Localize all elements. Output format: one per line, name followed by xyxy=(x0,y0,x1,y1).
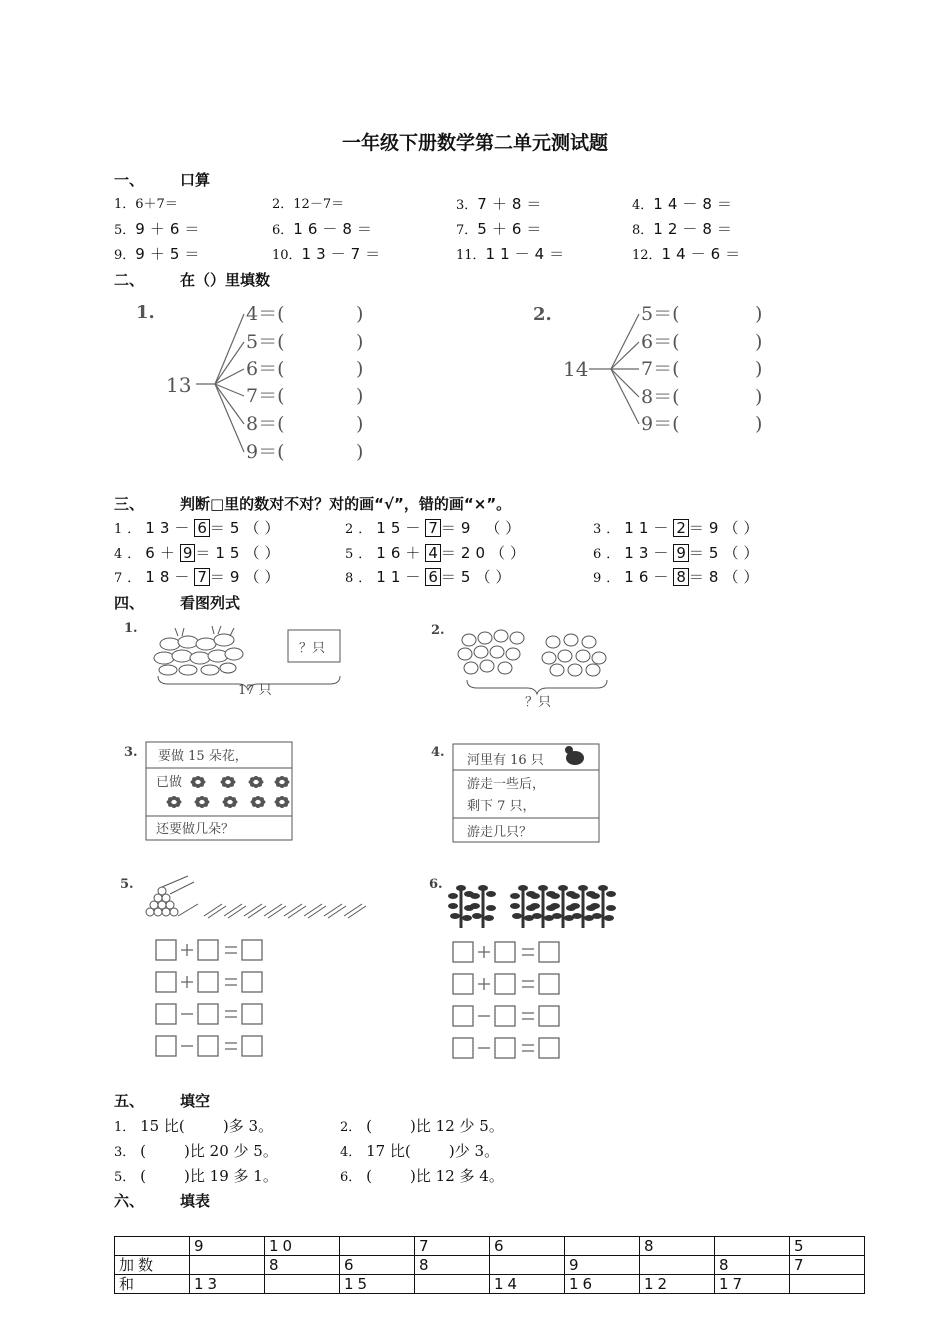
stick-icon xyxy=(284,904,306,918)
table-cell[interactable] xyxy=(640,1256,715,1275)
item-left: 16＋ xyxy=(376,544,426,562)
item-number: 1． xyxy=(114,197,136,212)
item-right[interactable]: ＝5（） xyxy=(440,568,516,586)
problem-4-line1: 河里有 16 只 xyxy=(467,753,544,768)
problem-6-label: 6. xyxy=(429,877,443,892)
answer-box[interactable] xyxy=(495,942,515,962)
chick-icon xyxy=(576,650,590,662)
problem-4-line2: 游走一些后， xyxy=(467,777,546,792)
tree-part-close: ) xyxy=(755,358,763,380)
tree-part-close: ) xyxy=(755,331,763,353)
oral-calc-item xyxy=(456,243,569,264)
table-cell: 加数 xyxy=(115,1256,190,1275)
section-3-label: 判断□里的数对不对？对的画“√”，错的画“×”。 xyxy=(180,495,512,513)
table-cell: 7 xyxy=(415,1237,490,1256)
item-number: 12． xyxy=(632,248,662,263)
item-text[interactable]: ( )比 19 多 1。 xyxy=(140,1167,278,1185)
table-cell: 8 xyxy=(715,1256,790,1275)
tree1-branches xyxy=(196,314,244,452)
fill-blank-item xyxy=(114,1165,278,1186)
section-5-label: 填空 xyxy=(180,1092,211,1110)
item-number: 4． xyxy=(114,547,146,562)
oral-calc-item xyxy=(272,243,385,264)
problem-3-label: 3. xyxy=(124,745,138,760)
answer-box[interactable] xyxy=(156,1036,176,1056)
item-expression: 16－8＝ xyxy=(293,220,377,238)
item-number: 6． xyxy=(272,223,294,238)
problem-3-flowers xyxy=(118,738,298,844)
problem-5-label: 5. xyxy=(120,877,134,892)
item-expression: 14－8＝ xyxy=(653,195,737,213)
equals-sign xyxy=(225,1011,237,1017)
item-box-number: 9 xyxy=(673,544,689,562)
answer-box[interactable] xyxy=(453,974,473,994)
equals-sign xyxy=(522,949,534,955)
item-number: 6． xyxy=(593,547,625,562)
tree1-label: 1. xyxy=(136,302,155,323)
equals-sign xyxy=(522,1045,534,1051)
chick-icon xyxy=(546,636,560,648)
item-number: 9． xyxy=(114,248,136,263)
answer-box[interactable] xyxy=(495,1006,515,1026)
single-sticks xyxy=(204,904,366,918)
item-number: 2． xyxy=(272,197,294,212)
page-title: 一年级下册数学第二单元测试题 xyxy=(341,132,608,154)
item-left: 18－ xyxy=(145,568,195,586)
item-left: 6＋ xyxy=(145,544,180,562)
answer-box[interactable] xyxy=(242,1004,262,1024)
judge-item xyxy=(345,566,515,587)
problem-5-sticks xyxy=(118,872,368,1072)
oral-calc-item xyxy=(632,193,737,214)
plus-sign xyxy=(478,946,490,958)
item-number: 4． xyxy=(632,198,654,213)
tree-part-label: 7＝( xyxy=(641,358,680,380)
section-4-heading xyxy=(114,592,240,613)
item-text[interactable]: ( )比 12 多 4。 xyxy=(366,1167,504,1185)
section-6-label: 填表 xyxy=(180,1192,211,1210)
item-number: 8． xyxy=(632,223,654,238)
tree2-label: 2. xyxy=(533,304,552,325)
section-2-number: 二、 xyxy=(114,271,145,289)
section-2-heading xyxy=(114,269,270,290)
section-1-heading xyxy=(114,169,210,190)
item-number: 8． xyxy=(345,571,377,586)
item-box-number: 6 xyxy=(194,519,210,537)
item-left: 11－ xyxy=(376,568,426,586)
oral-calc-item xyxy=(456,193,546,214)
problem-4-label: 4. xyxy=(431,745,445,760)
stick-icon xyxy=(344,904,366,918)
judge-item xyxy=(114,566,284,587)
chick-icon xyxy=(494,630,508,642)
table-cell: 6 xyxy=(490,1237,565,1256)
judge-item xyxy=(593,542,763,563)
answer-box[interactable] xyxy=(539,1038,559,1058)
stick-icon xyxy=(224,904,246,918)
chick-icon xyxy=(506,648,520,660)
item-number: 7． xyxy=(456,223,478,238)
equation-boxes-6[interactable] xyxy=(453,942,559,1058)
item-left: 13－ xyxy=(145,519,195,537)
chick-icon xyxy=(582,636,596,648)
table-cell[interactable] xyxy=(715,1237,790,1256)
item-text[interactable]: ( )比 12 少 5。 xyxy=(366,1117,504,1135)
section-2-label: 在（）里填数 xyxy=(180,271,271,289)
table-cell: 14 xyxy=(490,1275,565,1294)
tree-part-close: ) xyxy=(755,386,763,408)
oral-calc-item xyxy=(632,243,745,264)
table-row xyxy=(115,1256,865,1275)
table-row xyxy=(115,1275,865,1294)
chick-icon xyxy=(592,652,606,664)
item-box-number: 8 xyxy=(673,568,689,586)
problem-3-line3: 还要做几朵？ xyxy=(156,822,235,837)
item-box-number: 9 xyxy=(180,544,196,562)
oral-calc-item xyxy=(114,218,204,239)
problem-4-line4: 游走几只？ xyxy=(467,825,533,840)
tree-part-label: 4＝( xyxy=(246,303,285,325)
chick-icon xyxy=(542,652,556,664)
chick-icon xyxy=(564,634,578,646)
table-cell: 8 xyxy=(640,1237,715,1256)
item-left: 16－ xyxy=(624,568,674,586)
item-text[interactable]: 15 比( )多 3。 xyxy=(140,1117,274,1135)
chick-icon xyxy=(568,664,582,676)
table-row xyxy=(115,1237,865,1256)
chick-icon xyxy=(550,664,564,676)
stick-icon xyxy=(244,904,266,918)
item-box-number: 4 xyxy=(425,544,441,562)
table-cell: 17 xyxy=(715,1275,790,1294)
judge-item xyxy=(114,542,284,563)
item-right[interactable]: ＝9（） xyxy=(209,568,285,586)
item-number: 3． xyxy=(114,1145,136,1160)
answer-box[interactable] xyxy=(495,1038,515,1058)
equation-boxes-5[interactable] xyxy=(156,940,262,1056)
problem-1-rabbits xyxy=(118,614,358,704)
answer-box[interactable] xyxy=(495,974,515,994)
chick-icon xyxy=(478,632,492,644)
chick-icon xyxy=(458,648,472,660)
answer-box[interactable] xyxy=(198,1004,218,1024)
table-cell[interactable] xyxy=(115,1237,190,1256)
chick-icon xyxy=(462,634,476,646)
tree-part-close: ) xyxy=(356,303,364,325)
item-number: 11． xyxy=(456,248,486,263)
table-cell: 9 xyxy=(190,1237,265,1256)
section-4-number: 四、 xyxy=(114,594,145,612)
table-cell[interactable] xyxy=(415,1275,490,1294)
item-right[interactable]: ＝20（） xyxy=(440,544,531,562)
item-box-number: 7 xyxy=(194,568,210,586)
chick-icon xyxy=(498,662,512,674)
decompose-tree-13 xyxy=(120,296,420,466)
plant-icon xyxy=(470,885,496,928)
stick-bundle-icon xyxy=(146,876,198,916)
stick-icon xyxy=(204,904,226,918)
tree-part-label: 5＝( xyxy=(246,331,285,353)
section-3-heading xyxy=(114,493,511,514)
plus-sign xyxy=(181,944,193,956)
item-expression: 12－8＝ xyxy=(653,220,737,238)
chick-icon xyxy=(480,660,494,672)
oral-calc-item xyxy=(272,193,344,212)
table-cell[interactable] xyxy=(190,1256,265,1275)
plus-sign xyxy=(478,978,490,990)
problem-4-line3: 剩下 7 只， xyxy=(467,799,536,814)
problem-6-plants xyxy=(425,872,625,1072)
tree-part-label: 5＝( xyxy=(641,303,680,325)
answer-box[interactable] xyxy=(198,940,218,960)
table-cell: 8 xyxy=(265,1256,340,1275)
judge-item xyxy=(593,517,763,538)
fill-blank-item xyxy=(340,1140,499,1161)
answer-box[interactable] xyxy=(539,942,559,962)
equals-sign xyxy=(522,1013,534,1019)
problem-3-line2: 已做 xyxy=(156,775,183,790)
oral-calc-item xyxy=(114,243,204,264)
item-text[interactable]: 17 比( )少 3。 xyxy=(366,1142,500,1160)
item-left: 11－ xyxy=(624,519,674,537)
item-expression: 7＋8＝ xyxy=(477,195,547,213)
chick-icon xyxy=(586,664,600,676)
plant-icons xyxy=(448,885,616,928)
item-text[interactable]: ( )比 20 少 5。 xyxy=(140,1142,278,1160)
table-cell: 5 xyxy=(790,1237,865,1256)
answer-box[interactable] xyxy=(453,1038,473,1058)
section-5-number: 五、 xyxy=(114,1092,145,1110)
chick-icon xyxy=(490,646,504,658)
item-right[interactable]: ＝9 （） xyxy=(440,519,526,537)
item-expression: 14－6＝ xyxy=(661,245,746,263)
judge-item xyxy=(114,517,284,538)
tree2-root: 14 xyxy=(563,357,589,381)
answer-box[interactable] xyxy=(156,972,176,992)
judge-item xyxy=(345,517,525,538)
chick-icon xyxy=(474,646,488,658)
table-cell: 8 xyxy=(415,1256,490,1275)
answer-box[interactable] xyxy=(156,1004,176,1024)
table-cell[interactable] xyxy=(565,1237,640,1256)
item-box-number: 2 xyxy=(673,519,689,537)
item-expression: 12－7＝ xyxy=(293,197,345,212)
fill-blank-item xyxy=(114,1140,278,1161)
chick-icons xyxy=(458,630,606,676)
item-number: 1． xyxy=(114,1120,136,1135)
answer-box[interactable] xyxy=(242,1036,262,1056)
rabbit-icons xyxy=(154,626,243,675)
section-4-label: 看图列式 xyxy=(180,594,241,612)
item-right[interactable]: ＝5（） xyxy=(209,519,285,537)
table-cell[interactable] xyxy=(490,1256,565,1275)
tree-part-close: ) xyxy=(755,413,763,435)
tree-part-close: ) xyxy=(356,358,364,380)
item-expression: 5＋6＝ xyxy=(477,220,547,238)
item-number: 5． xyxy=(114,223,136,238)
tree1-root: 13 xyxy=(166,373,192,397)
section-1-number: 一、 xyxy=(114,171,145,189)
problem-1-label: 1. xyxy=(124,621,138,636)
answer-box[interactable] xyxy=(198,1036,218,1056)
section-1-label: 口算 xyxy=(180,171,211,189)
tree-part-label: 8＝( xyxy=(246,413,285,435)
section-5-heading xyxy=(114,1090,210,1111)
equals-sign xyxy=(522,981,534,987)
table-cell: 6 xyxy=(340,1256,415,1275)
stick-icon xyxy=(324,904,346,918)
item-expression: 9＋5＝ xyxy=(135,245,205,263)
answer-box[interactable] xyxy=(453,1006,473,1026)
problem-2-label: 2. xyxy=(431,623,445,638)
table-cell: 和 xyxy=(115,1275,190,1294)
answer-box[interactable] xyxy=(242,940,262,960)
section-6-number: 六、 xyxy=(114,1192,145,1210)
decompose-tree-14 xyxy=(525,296,825,446)
item-expression: 13－7＝ xyxy=(301,245,386,263)
fill-blank-item xyxy=(114,1115,273,1136)
problem-4-ducks xyxy=(425,738,605,844)
table-cell[interactable] xyxy=(265,1275,340,1294)
equals-sign xyxy=(225,947,237,953)
table-cell: 9 xyxy=(565,1256,640,1275)
item-number: 2． xyxy=(345,522,377,537)
answer-box[interactable] xyxy=(156,940,176,960)
answer-box[interactable] xyxy=(539,974,559,994)
item-number: 4． xyxy=(340,1145,362,1160)
table-cell: 15 xyxy=(340,1275,415,1294)
judge-item xyxy=(345,542,530,563)
item-number: 1． xyxy=(114,522,146,537)
item-number: 5． xyxy=(345,547,377,562)
tree-part-close: ) xyxy=(356,413,364,435)
item-number: 7． xyxy=(114,571,146,586)
item-expression: 11－4＝ xyxy=(485,245,570,263)
answer-box[interactable] xyxy=(198,972,218,992)
problem-2-total: ？只 xyxy=(525,695,552,710)
tree-part-label: 6＝( xyxy=(641,331,680,353)
table-cell: 7 xyxy=(790,1256,865,1275)
section-6-heading xyxy=(114,1190,210,1211)
tree-part-close: ) xyxy=(755,303,763,325)
chick-icon xyxy=(558,650,572,662)
tree-part-label: 7＝( xyxy=(246,385,285,407)
table-cell[interactable] xyxy=(340,1237,415,1256)
item-expression: 9＋6＝ xyxy=(135,220,205,238)
item-left: 15－ xyxy=(376,519,426,537)
chick-icon xyxy=(464,662,478,674)
table-cell: 10 xyxy=(265,1237,340,1256)
problem-3-line1: 要做 15 朵花， xyxy=(158,749,248,764)
answer-box[interactable] xyxy=(453,942,473,962)
stick-icon xyxy=(264,904,286,918)
equals-sign xyxy=(225,1043,237,1049)
tree-part-label: 8＝( xyxy=(641,386,680,408)
answer-box[interactable] xyxy=(242,972,262,992)
chick-icon xyxy=(510,632,524,644)
tree-part-close: ) xyxy=(356,331,364,353)
item-box-number: 6 xyxy=(425,568,441,586)
tree2-branches xyxy=(589,314,639,424)
item-number: 6． xyxy=(340,1170,362,1185)
tree-part-label: 9＝( xyxy=(246,441,285,463)
oral-calc-item xyxy=(272,218,377,239)
addend-sum-table xyxy=(114,1236,865,1294)
oral-calc-item xyxy=(456,218,546,239)
problem-1-box: ？只 xyxy=(299,641,326,656)
plant-icon xyxy=(590,885,616,928)
oral-calc-item xyxy=(114,193,178,212)
fill-blank-item xyxy=(340,1165,504,1186)
tree-part-close: ) xyxy=(356,385,364,407)
item-number: 2． xyxy=(340,1120,362,1135)
item-right[interactable]: ＝9（） xyxy=(688,519,764,537)
item-number: 5． xyxy=(114,1170,136,1185)
tree-part-label: 9＝( xyxy=(641,413,680,435)
fill-blank-item xyxy=(340,1115,504,1136)
problem-2-chicks xyxy=(425,614,625,714)
table-cell: 16 xyxy=(565,1275,640,1294)
table-cell: 12 xyxy=(640,1275,715,1294)
equals-sign xyxy=(225,979,237,985)
item-right[interactable]: ＝5（） xyxy=(688,544,764,562)
item-box-number: 7 xyxy=(425,519,441,537)
item-number: 9． xyxy=(593,571,625,586)
item-left: 13－ xyxy=(624,544,674,562)
item-expression: 6＋7＝ xyxy=(135,197,178,212)
problem-1-total: 17 只 xyxy=(238,683,272,698)
oral-calc-item xyxy=(632,218,737,239)
answer-box[interactable] xyxy=(539,1006,559,1026)
stick-icon xyxy=(304,904,326,918)
item-number: 3． xyxy=(456,198,478,213)
section-3-number: 三、 xyxy=(114,495,145,513)
table-cell: 13 xyxy=(190,1275,265,1294)
item-right[interactable]: ＝15（） xyxy=(195,544,285,562)
table-cell[interactable] xyxy=(790,1275,865,1294)
plus-sign xyxy=(181,976,193,988)
tree-part-label: 6＝( xyxy=(246,358,285,380)
item-right[interactable]: ＝8（） xyxy=(688,568,764,586)
tree-part-close: ) xyxy=(356,441,364,463)
item-number: 3． xyxy=(593,522,625,537)
item-number: 10． xyxy=(272,248,302,263)
judge-item xyxy=(593,566,763,587)
